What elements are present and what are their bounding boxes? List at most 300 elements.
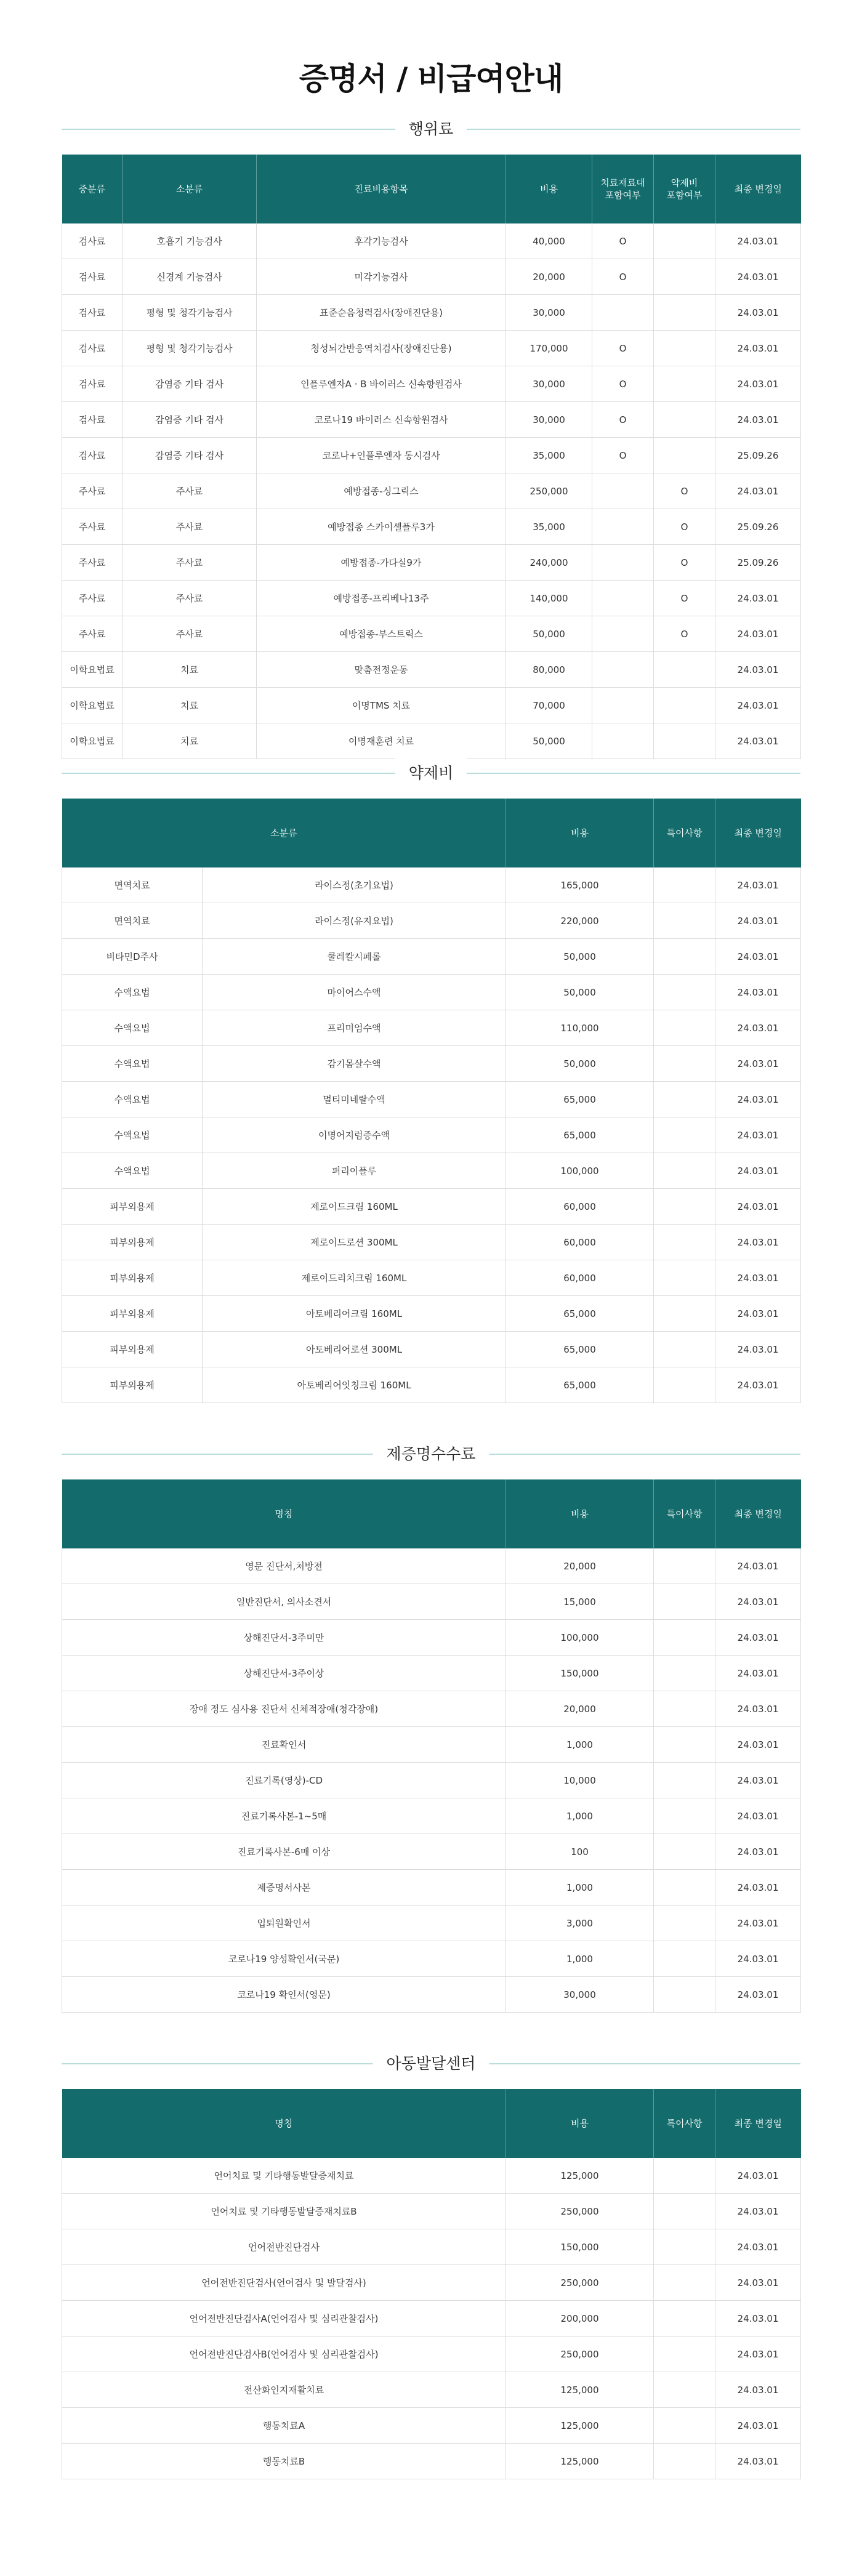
table-cell [654, 2337, 715, 2372]
table-cell: 일반진단서, 의사소견서 [62, 1584, 506, 1620]
table-cell [654, 2301, 715, 2337]
table-cell: 220,000 [506, 903, 654, 939]
table-cell: 진료기록(영상)-CD [62, 1763, 506, 1798]
table-cell: 50,000 [506, 975, 654, 1010]
table-cell: 24.03.01 [715, 366, 801, 402]
table-cell: 165,000 [506, 867, 654, 903]
table-cell: 30,000 [506, 1977, 654, 2013]
table-header-row [62, 155, 801, 223]
table-cell: 수액요법 [62, 1082, 203, 1117]
table-cell [654, 1691, 715, 1727]
table-row [62, 903, 801, 939]
table-cell [654, 2194, 715, 2229]
table-cell: 피부외용제 [62, 1367, 203, 1403]
table-cell: 65,000 [506, 1296, 654, 1332]
table-cell: 24.03.01 [715, 1584, 801, 1620]
table-cell: 피부외용제 [62, 1260, 203, 1296]
table-cell [654, 2158, 715, 2194]
column-header: 최종 변경일 [715, 1479, 801, 1548]
table-row [62, 1798, 801, 1834]
table-cell: 60,000 [506, 1189, 654, 1225]
table-cell: 제로이드크림 160ML [203, 1189, 506, 1225]
table-cell [654, 1260, 715, 1296]
table-cell: 24.03.01 [715, 1225, 801, 1260]
table-cell [654, 1367, 715, 1403]
table-cell: 검사료 [62, 402, 123, 438]
table-row [62, 867, 801, 903]
table-cell: 24.03.01 [715, 259, 801, 295]
column-header: 최종 변경일 [715, 2089, 801, 2158]
table-cell: 프리미엄수액 [203, 1010, 506, 1046]
section-header [62, 1438, 800, 1470]
table-cell: O [592, 259, 654, 295]
fee-table [62, 155, 801, 759]
table-cell [592, 581, 654, 616]
table-cell: 24.03.01 [715, 2337, 801, 2372]
table-cell [592, 473, 654, 509]
table-cell: 24.03.01 [715, 1082, 801, 1117]
section-title: 아동발달센터 [373, 2048, 489, 2080]
table-cell [654, 223, 715, 259]
table-cell: 이학요법료 [62, 723, 123, 759]
table-cell: 주사료 [62, 473, 123, 509]
table-cell: 50,000 [506, 723, 592, 759]
table-cell: 치료 [123, 688, 257, 723]
section-header [62, 757, 800, 789]
table-cell: O [654, 616, 715, 652]
table-cell [654, 867, 715, 903]
table-cell: 35,000 [506, 438, 592, 473]
section-title: 행위료 [395, 113, 467, 145]
column-header: 비용 [506, 1479, 654, 1548]
table-cell: 125,000 [506, 2408, 654, 2444]
table-cell: 24.03.01 [715, 2229, 801, 2265]
table-cell: 언어전반진단검사B(언어검사 및 심리관찰검사) [62, 2337, 506, 2372]
table-body [62, 1548, 801, 2013]
section-procedure-fees [62, 113, 800, 759]
table-cell: 80,000 [506, 652, 592, 688]
table-cell: 24.03.01 [715, 331, 801, 366]
table-cell [654, 1225, 715, 1260]
table-cell: 행동치료B [62, 2444, 506, 2479]
column-header: 비용 [506, 2089, 654, 2158]
table-cell: 200,000 [506, 2301, 654, 2337]
table-cell: 250,000 [506, 2194, 654, 2229]
table-cell [654, 1870, 715, 1906]
table-cell [654, 1584, 715, 1620]
table-cell: 입퇴원확인서 [62, 1906, 506, 1941]
table-cell: 50,000 [506, 616, 592, 652]
table-row [62, 1870, 801, 1906]
table-row [62, 2372, 801, 2408]
table-cell: 50,000 [506, 1046, 654, 1082]
section-medication-fees [62, 757, 800, 1403]
table-cell: 1,000 [506, 1941, 654, 1977]
table-cell [654, 259, 715, 295]
table-row [62, 652, 801, 688]
table-cell: 150,000 [506, 1656, 654, 1691]
table-cell [592, 509, 654, 545]
table-row [62, 473, 801, 509]
table-cell: 아토베리어크림 160ML [203, 1296, 506, 1332]
table-row [62, 509, 801, 545]
table-cell [592, 723, 654, 759]
table-cell [654, 939, 715, 975]
table-cell: 제증명서사본 [62, 1870, 506, 1906]
table-cell [654, 1153, 715, 1189]
table-cell: 진료확인서 [62, 1727, 506, 1763]
table-cell: 60,000 [506, 1260, 654, 1296]
table-cell: 주사료 [123, 509, 257, 545]
table-cell: 20,000 [506, 1691, 654, 1727]
table-cell: 수액요법 [62, 1046, 203, 1082]
table-cell: 24.03.01 [715, 1046, 801, 1082]
table-row [62, 366, 801, 402]
table-cell: 24.03.01 [715, 1977, 801, 2013]
table-cell [654, 1010, 715, 1046]
table-cell: O [592, 438, 654, 473]
table-cell: 언어치료 및 기타행동발달증재치료B [62, 2194, 506, 2229]
table-cell: 70,000 [506, 688, 592, 723]
table-cell: 표준순음청력검사(장애진단용) [257, 295, 506, 331]
table-cell: 125,000 [506, 2372, 654, 2408]
table-row [62, 1691, 801, 1727]
table-cell: 감염증 기타 검사 [123, 438, 257, 473]
table-cell: 언어전반진단검사A(언어검사 및 심리관찰검사) [62, 2301, 506, 2337]
table-cell: 코로나19 확인서(영문) [62, 1977, 506, 2013]
table-cell: 24.03.01 [715, 652, 801, 688]
table-cell [654, 2372, 715, 2408]
table-cell: 주사료 [62, 545, 123, 581]
table-cell: 주사료 [123, 616, 257, 652]
table-cell [654, 402, 715, 438]
table-cell [654, 1620, 715, 1656]
table-cell [654, 2408, 715, 2444]
table-cell: 호흡기 기능검사 [123, 223, 257, 259]
table-header-row [62, 799, 801, 867]
table-cell: 65,000 [506, 1367, 654, 1403]
table-cell: 24.03.01 [715, 473, 801, 509]
table-cell: 예방접종 스카이셀플루3가 [257, 509, 506, 545]
table-row [62, 1584, 801, 1620]
table-cell: 125,000 [506, 2444, 654, 2479]
table-cell: 장애 정도 심사용 진단서 신체적장애(청각장애) [62, 1691, 506, 1727]
table-cell: 24.03.01 [715, 1691, 801, 1727]
table-cell: 24.03.01 [715, 2408, 801, 2444]
table-cell: 전산화인지재활치료 [62, 2372, 506, 2408]
table-cell: 24.03.01 [715, 1763, 801, 1798]
table-cell: 검사료 [62, 438, 123, 473]
table-cell: 30,000 [506, 295, 592, 331]
table-row [62, 545, 801, 581]
table-cell: 이명TMS 치료 [257, 688, 506, 723]
table-cell: 100,000 [506, 1153, 654, 1189]
column-header: 약제비 포함여부 [654, 155, 715, 223]
table-row [62, 2444, 801, 2479]
table-cell [654, 1332, 715, 1367]
table-cell: 24.03.01 [715, 1367, 801, 1403]
table-row [62, 1010, 801, 1046]
table-cell: 영문 진단서,처방전 [62, 1548, 506, 1584]
table-cell [654, 1941, 715, 1977]
column-header: 비용 [506, 799, 654, 867]
table-cell: 주사료 [123, 581, 257, 616]
table-cell: 24.03.01 [715, 223, 801, 259]
table-cell: 언어전반진단검사(언어검사 및 발달검사) [62, 2265, 506, 2301]
table-row [62, 1727, 801, 1763]
column-header: 소분류 [62, 799, 506, 867]
table-cell: 20,000 [506, 1548, 654, 1584]
table-cell: 10,000 [506, 1763, 654, 1798]
table-cell [592, 652, 654, 688]
table-cell: 24.03.01 [715, 1189, 801, 1225]
table-cell: 쿨레칼시페롤 [203, 939, 506, 975]
table-row [62, 1763, 801, 1798]
table-cell: 24.03.01 [715, 616, 801, 652]
section-header [62, 2048, 800, 2080]
table-cell: 언어치료 및 기타행동발달증재치료 [62, 2158, 506, 2194]
table-cell: 24.03.01 [715, 1260, 801, 1296]
table-cell [654, 1763, 715, 1798]
table-cell [654, 2265, 715, 2301]
table-cell [654, 1296, 715, 1332]
table-cell: 240,000 [506, 545, 592, 581]
table-cell: 24.03.01 [715, 723, 801, 759]
table-row [62, 1153, 801, 1189]
table-cell: 감기몸살수액 [203, 1046, 506, 1082]
table-cell: 인플루엔자A · B 바이러스 신속항원검사 [257, 366, 506, 402]
table-cell [654, 652, 715, 688]
table-cell: 코로나19 바이러스 신속항원검사 [257, 402, 506, 438]
table-cell: 검사료 [62, 223, 123, 259]
table-row [62, 2265, 801, 2301]
table-cell: 250,000 [506, 473, 592, 509]
table-cell: 제로이드리치크림 160ML [203, 1260, 506, 1296]
table-cell [654, 1834, 715, 1870]
table-row [62, 1548, 801, 1584]
table-cell: 마이어스수액 [203, 975, 506, 1010]
column-header: 소분류 [123, 155, 257, 223]
table-cell: 110,000 [506, 1010, 654, 1046]
table-cell: 24.03.01 [715, 2265, 801, 2301]
table-cell: 24.03.01 [715, 1548, 801, 1584]
table-row [62, 581, 801, 616]
section-child-development-center [62, 2048, 800, 2479]
table-cell: 24.03.01 [715, 903, 801, 939]
table-body [62, 867, 801, 1403]
table-cell: 100,000 [506, 1620, 654, 1656]
table-row [62, 688, 801, 723]
column-header: 진료비용항목 [257, 155, 506, 223]
table-cell: O [592, 223, 654, 259]
table-cell [592, 688, 654, 723]
table-cell: 24.03.01 [715, 688, 801, 723]
table-row [62, 723, 801, 759]
table-cell: 30,000 [506, 402, 592, 438]
table-cell: 3,000 [506, 1906, 654, 1941]
table-cell: 24.03.01 [715, 2444, 801, 2479]
table-cell: 125,000 [506, 2158, 654, 2194]
table-cell [654, 723, 715, 759]
table-row [62, 2337, 801, 2372]
table-cell: 비타민D주사 [62, 939, 203, 975]
table-cell: O [592, 331, 654, 366]
table-cell: O [654, 545, 715, 581]
table-row [62, 295, 801, 331]
table-cell [592, 616, 654, 652]
table-cell: 언어전반진단검사 [62, 2229, 506, 2265]
table-row [62, 1977, 801, 2013]
table-cell: 24.03.01 [715, 1906, 801, 1941]
table-body [62, 223, 801, 759]
column-header: 최종 변경일 [715, 155, 801, 223]
table-cell: 주사료 [123, 545, 257, 581]
table-cell: 24.03.01 [715, 1656, 801, 1691]
table-cell: 25.09.26 [715, 438, 801, 473]
table-cell [654, 1977, 715, 2013]
table-cell: 면역치료 [62, 867, 203, 903]
table-cell: 검사료 [62, 259, 123, 295]
table-cell: 주사료 [62, 616, 123, 652]
table-row [62, 1082, 801, 1117]
table-cell: 피부외용제 [62, 1332, 203, 1367]
column-header: 특이사항 [654, 2089, 715, 2158]
table-row [62, 1225, 801, 1260]
table-cell [654, 331, 715, 366]
table-cell: 신경계 기능검사 [123, 259, 257, 295]
table-cell: 평형 및 청각기능검사 [123, 331, 257, 366]
table-row [62, 1656, 801, 1691]
table-row [62, 2408, 801, 2444]
table-cell: 30,000 [506, 366, 592, 402]
table-row [62, 939, 801, 975]
table-cell: 35,000 [506, 509, 592, 545]
table-cell: 250,000 [506, 2265, 654, 2301]
table-row [62, 1117, 801, 1153]
table-cell: 피부외용제 [62, 1296, 203, 1332]
table-cell: 24.03.01 [715, 1332, 801, 1367]
fee-table [62, 799, 801, 1403]
table-cell: 25.09.26 [715, 545, 801, 581]
table-cell: 행동치료A [62, 2408, 506, 2444]
column-header: 치료재료대 포함여부 [592, 155, 654, 223]
table-cell: 150,000 [506, 2229, 654, 2265]
table-cell: 라이스정(초기요법) [203, 867, 506, 903]
table-cell [654, 975, 715, 1010]
column-header: 최종 변경일 [715, 799, 801, 867]
table-cell: 청성뇌간반응역치검사(장애진단용) [257, 331, 506, 366]
table-cell: 치료 [123, 723, 257, 759]
table-cell: 15,000 [506, 1584, 654, 1620]
table-cell: 검사료 [62, 331, 123, 366]
table-row [62, 975, 801, 1010]
column-header: 비용 [506, 155, 592, 223]
table-cell: 코로나+인플루엔자 동시검사 [257, 438, 506, 473]
table-cell: 코로나19 양성확인서(국문) [62, 1941, 506, 1977]
section-title: 제증명수수료 [373, 1438, 489, 1470]
table-cell: 맞춤전정운동 [257, 652, 506, 688]
table-header-row [62, 1479, 801, 1548]
table-cell [592, 295, 654, 331]
table-cell: 1,000 [506, 1870, 654, 1906]
table-header-row [62, 2089, 801, 2158]
table-cell: 주사료 [62, 581, 123, 616]
table-cell: 이학요법료 [62, 652, 123, 688]
table-cell: 피부외용제 [62, 1189, 203, 1225]
table-cell [654, 438, 715, 473]
page-title: 증명서 / 비급여안내 [299, 61, 563, 97]
table-cell [592, 545, 654, 581]
table-cell [654, 366, 715, 402]
table-row [62, 1906, 801, 1941]
table-row [62, 2158, 801, 2194]
table-cell: 24.03.01 [715, 867, 801, 903]
table-cell: 예방접종-프리베나13주 [257, 581, 506, 616]
column-header: 특이사항 [654, 1479, 715, 1548]
table-cell: 예방접종-부스트릭스 [257, 616, 506, 652]
table-row [62, 2194, 801, 2229]
table-cell: 24.03.01 [715, 975, 801, 1010]
table-cell: O [592, 366, 654, 402]
table-cell: 40,000 [506, 223, 592, 259]
table-cell [654, 1189, 715, 1225]
table-cell: 140,000 [506, 581, 592, 616]
table-row [62, 2229, 801, 2265]
table-cell: 24.03.01 [715, 2372, 801, 2408]
table-cell: 170,000 [506, 331, 592, 366]
fee-table [62, 1479, 801, 2013]
table-cell: 상해진단서-3주미만 [62, 1620, 506, 1656]
table-cell: 검사료 [62, 366, 123, 402]
table-cell: 상해진단서-3주이상 [62, 1656, 506, 1691]
table-row [62, 1620, 801, 1656]
table-cell [654, 1082, 715, 1117]
table-cell: 미각기능검사 [257, 259, 506, 295]
table-row [62, 223, 801, 259]
table-cell [654, 1906, 715, 1941]
table-row [62, 1296, 801, 1332]
table-cell: O [654, 581, 715, 616]
table-cell: 24.03.01 [715, 2194, 801, 2229]
table-row [62, 331, 801, 366]
section-certificate-fees [62, 1438, 800, 2013]
table-cell: 라이스정(유지요법) [203, 903, 506, 939]
table-cell: O [654, 473, 715, 509]
table-cell: 퍼리이플루 [203, 1153, 506, 1189]
table-cell: O [654, 509, 715, 545]
table-row [62, 1941, 801, 1977]
table-cell: 예방접종-가다실9가 [257, 545, 506, 581]
table-row [62, 402, 801, 438]
table-cell: 치료 [123, 652, 257, 688]
table-cell: 24.03.01 [715, 1153, 801, 1189]
table-row [62, 1834, 801, 1870]
table-cell: 50,000 [506, 939, 654, 975]
table-cell: 멀티미네랄수액 [203, 1082, 506, 1117]
table-body [62, 2158, 801, 2479]
table-cell: 아토베리어로션 300ML [203, 1332, 506, 1367]
table-cell [654, 1656, 715, 1691]
table-cell [654, 903, 715, 939]
table-cell: 후각기능검사 [257, 223, 506, 259]
table-cell: 수액요법 [62, 1153, 203, 1189]
table-cell: 이명재훈련 치료 [257, 723, 506, 759]
column-header: 명칭 [62, 2089, 506, 2158]
table-cell: 1,000 [506, 1727, 654, 1763]
table-cell: 24.03.01 [715, 1834, 801, 1870]
table-cell: 24.03.01 [715, 295, 801, 331]
table-cell: 예방접종-싱그릭스 [257, 473, 506, 509]
